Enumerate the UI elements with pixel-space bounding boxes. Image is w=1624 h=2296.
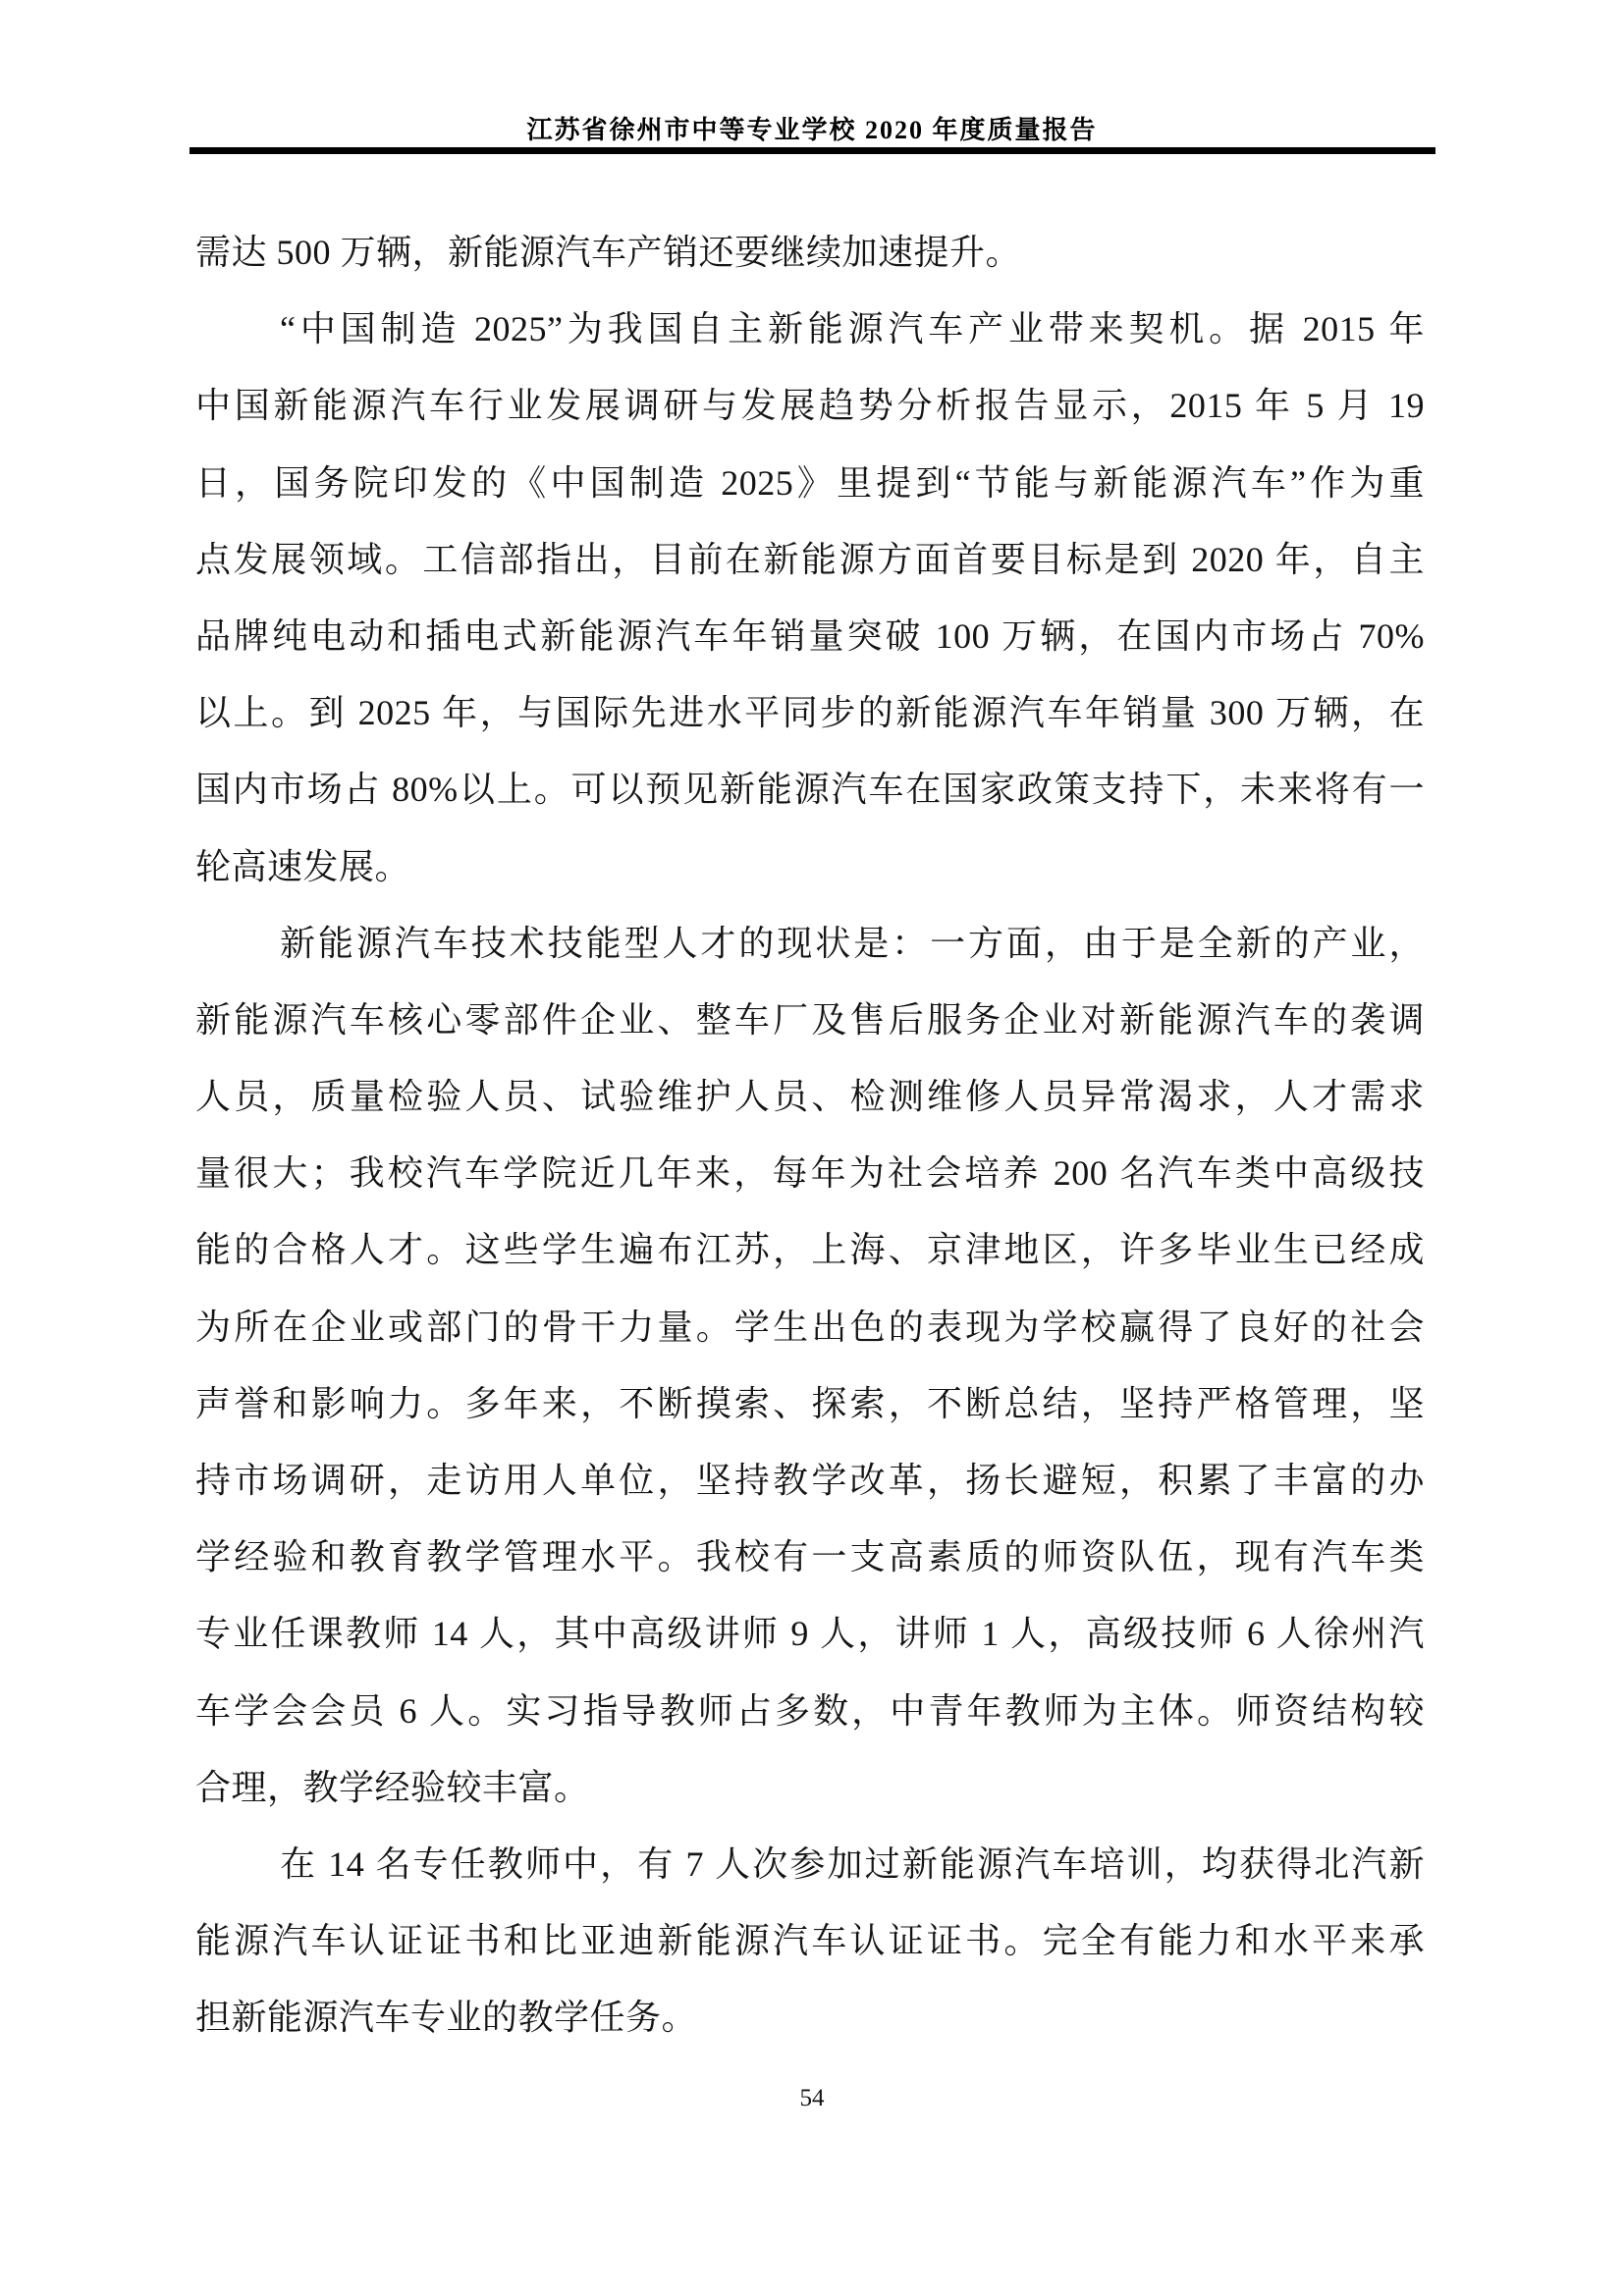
body-line: 在 14 名专任教师中，有 7 人次参加过新能源汽车培训，均获得北汽新 <box>280 1843 1425 1884</box>
body-line: 能源汽车认证证书和比亚迪新能源汽车认证证书。完全有能力和水平来承 <box>195 1921 1425 1961</box>
body-line: 新能源汽车技术技能型人才的现状是：一方面，由于是全新的产业， <box>280 923 1425 963</box>
header-rule <box>189 147 1435 154</box>
header-title: 江苏省徐州市中等专业学校 2020 年度质量报告 <box>526 116 1098 144</box>
body-line: 日，国务院印发的《中国制造 2025》里提到“节能与新能源汽车”作为重 <box>195 462 1425 503</box>
body-line: 合理，教学经验较丰富。 <box>195 1767 590 1807</box>
body-line: 点发展领域。工信部指出，目前在新能源方面首要目标是到 2020 年，自主 <box>195 539 1425 579</box>
body-line: 担新能源汽车专业的教学任务。 <box>195 1998 698 2038</box>
body-line: 学经验和教育教学管理水平。我校有一支高素质的师资队伍，现有汽车类 <box>195 1537 1425 1577</box>
body-line: 为所在企业或部门的骨干力量。学生出色的表现为学校赢得了良好的社会 <box>195 1307 1425 1347</box>
body-line: 需达 500 万辆，新能源汽车产销还要继续加速提升。 <box>195 233 1022 272</box>
body-line: 持市场调研，走访用人单位，坚持教学改革，扬长避短，积累了丰富的办 <box>195 1461 1425 1500</box>
body-line: 专业任课教师 14 人，其中高级讲师 9 人，讲师 1 人，高级技师 6 人徐州汽 <box>195 1614 1425 1654</box>
body-line: “中国制造 2025”为我国自主新能源汽车产业带来契机。据 2015 年 <box>280 309 1425 349</box>
body-line: 轮高速发展。 <box>195 846 411 886</box>
body-line: 能的合格人才。这些学生遍布江苏，上海、京津地区，许多毕业生已经成 <box>195 1230 1425 1270</box>
body-line: 量很大；我校汽车学院近几年来，每年为社会培养 200 名汽车类中高级技 <box>195 1153 1425 1194</box>
body-line: 以上。到 2025 年，与国际先进水平同步的新能源汽车年销量 300 万辆，在 <box>195 693 1425 733</box>
body-line: 品牌纯电动和插电式新能源汽车年销量突破 100 万辆，在国内市场占 70% <box>195 615 1425 656</box>
body-line: 声誉和影响力。多年来，不断摸索、探索，不断总结，坚持严格管理，坚 <box>195 1383 1425 1423</box>
body-line: 中国新能源汽车行业发展调研与发展趋势分析报告显示，2015 年 5 月 19 <box>195 386 1425 426</box>
body-line: 人员，质量检验人员、试验维护人员、检测维修人员异常渴求，人才需求 <box>195 1077 1425 1117</box>
body-text <box>195 214 1425 2056</box>
body-line: 国内市场占 80%以上。可以预见新能源汽车在国家政策支持下，未来将有一 <box>195 770 1425 810</box>
body-line: 新能源汽车核心零部件企业、整车厂及售后服务企业对新能源汽车的袭调 <box>195 999 1425 1040</box>
page-number: 54 <box>799 2085 825 2111</box>
body-line: 车学会会员 6 人。实习指导教师占多数，中青年教师为主体。师资结构较 <box>195 1690 1425 1731</box>
